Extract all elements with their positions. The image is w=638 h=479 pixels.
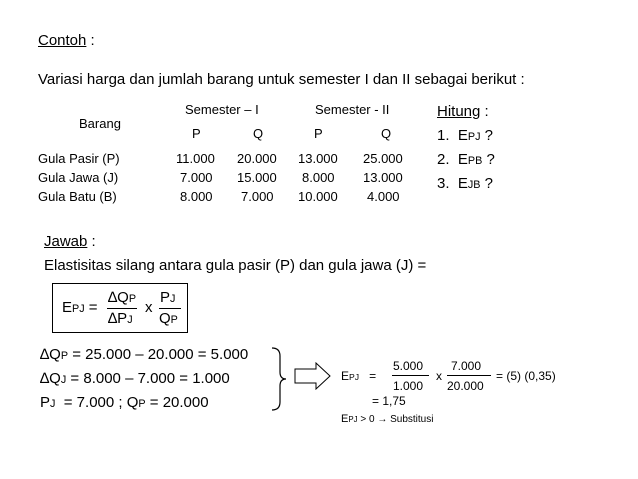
table-cell: 11.000: [176, 151, 215, 166]
conclusion-e: E: [341, 413, 349, 425]
conclusion-rest: > 0 → Substitusi: [357, 414, 434, 425]
example-label: Contoh: [38, 32, 87, 49]
table-row-name: Gula Batu (B): [38, 189, 117, 204]
formula-lhs: [62, 299, 98, 316]
table-cell: 8.000: [302, 170, 335, 185]
fraction-bar: [447, 375, 491, 376]
q2-header: Q: [381, 126, 392, 141]
table-row-name: Gula Pasir (P): [38, 151, 120, 166]
example-colon: :: [90, 32, 95, 49]
calc-mid: = 7.000 ; Q: [55, 394, 139, 411]
formula-num: ∆Q: [108, 289, 129, 306]
table-cell: 7.000: [241, 189, 274, 204]
hitung-num: 3.: [437, 175, 450, 192]
formula-denominator-2: [159, 310, 178, 327]
calc-sub: J: [50, 398, 56, 410]
calc-line-3: [40, 394, 209, 411]
arrow-right-icon: [294, 362, 332, 390]
formula-times: x: [145, 299, 153, 316]
hitung-q: ?: [484, 127, 493, 144]
calc-p: P: [40, 394, 51, 411]
calc-sub: P: [60, 350, 69, 362]
result-times: x: [436, 369, 442, 383]
result-lhs: [341, 369, 376, 383]
answer-statement: Elastisitas silang antara gula pasir (P) dan gula jawa (J) =: [44, 257, 427, 274]
hitung-sub: JB: [467, 179, 481, 191]
hitung-colon: :: [484, 103, 489, 120]
result-d1: 1.000: [393, 379, 424, 393]
result-conclusion: [341, 413, 433, 425]
brace-icon: [268, 346, 288, 412]
fraction-bar: [159, 308, 181, 309]
table-row-name: Gula Jawa (J): [38, 170, 119, 185]
fraction-bar: [392, 375, 429, 376]
formula-den2: Q: [159, 310, 171, 327]
formula-denominator: [108, 310, 133, 327]
table-cell: 13.000: [363, 170, 403, 185]
table-cell: 8.000: [180, 189, 213, 204]
result-e-sub: PJ: [349, 372, 360, 382]
result-e: E: [341, 369, 350, 383]
calc-delta: ∆Q: [40, 346, 61, 363]
table-cell: 20.000: [237, 151, 277, 166]
example-heading: [38, 32, 95, 49]
hitung-e: E: [457, 127, 468, 144]
hitung-num: 1.: [437, 127, 450, 144]
table-cell: 15.000: [237, 170, 277, 185]
hitung-sub: PJ: [467, 131, 481, 143]
hitung-item: [437, 175, 493, 192]
calc-line-2: [40, 370, 230, 387]
calc-rest: = 25.000 – 20.000 = 5.000: [68, 346, 249, 363]
hitung-e: E: [457, 175, 468, 192]
table-cell: 7.000: [180, 170, 213, 185]
p1-header: P: [192, 126, 201, 141]
formula-eq: =: [88, 299, 98, 316]
calc-rest: = 20.000: [145, 394, 209, 411]
hitung-item: [437, 151, 495, 168]
answer-colon: :: [91, 233, 96, 250]
hitung-item: [437, 127, 493, 144]
calc-sub: J: [60, 374, 67, 386]
formula-numerator: [108, 289, 136, 306]
hitung-num: 2.: [437, 151, 450, 168]
result-tail: = (5) (0,35): [496, 369, 556, 383]
p2-header: P: [314, 126, 323, 141]
result-n1: 5.000: [393, 359, 424, 373]
hitung-sub: PB: [467, 155, 483, 167]
calc-sub: P: [138, 398, 146, 410]
calc-delta: ∆Q: [40, 370, 61, 387]
formula-e-sub: PJ: [72, 303, 85, 315]
formula-den: ∆P: [108, 310, 128, 327]
table-cell: 25.000: [363, 151, 403, 166]
table-cell: 13.000: [298, 151, 338, 166]
hitung-q: ?: [484, 175, 493, 192]
result-d2: 20.000: [447, 379, 484, 393]
result-n2: 7.000: [451, 359, 482, 373]
answer-heading: [44, 233, 96, 250]
table-cell: 4.000: [367, 189, 400, 204]
table-cell: 10.000: [298, 189, 338, 204]
formula-e: E: [62, 299, 73, 316]
hitung-heading: [437, 103, 489, 120]
conclusion-sub: PJ: [348, 415, 358, 424]
calc-rest: = 8.000 – 7.000 = 1.000: [66, 370, 230, 387]
calc-line-1: [40, 346, 248, 363]
item-header: Barang: [79, 116, 121, 131]
result-eq: =: [369, 369, 377, 383]
hitung-q: ?: [486, 151, 495, 168]
semester-2-header: Semester - II: [315, 102, 390, 117]
hitung-label: Hitung: [437, 103, 481, 120]
hitung-e: E: [457, 151, 468, 168]
formula-num2: P: [160, 289, 171, 306]
semester-1-header: Semester – I: [185, 102, 259, 117]
formula-den-sub: J: [127, 314, 133, 326]
formula-den2-sub: P: [170, 314, 178, 326]
formula-numerator-2: [160, 289, 175, 306]
answer-label: Jawab: [44, 233, 88, 250]
formula-num2-sub: J: [170, 293, 176, 305]
result-value: = 1,75: [372, 394, 406, 408]
intro-text: Variasi harga dan jumlah barang untuk semester I dan II sebagai berikut :: [38, 71, 525, 88]
q1-header: Q: [253, 126, 264, 141]
fraction-bar: [107, 308, 137, 309]
formula-num-sub: P: [128, 293, 137, 305]
